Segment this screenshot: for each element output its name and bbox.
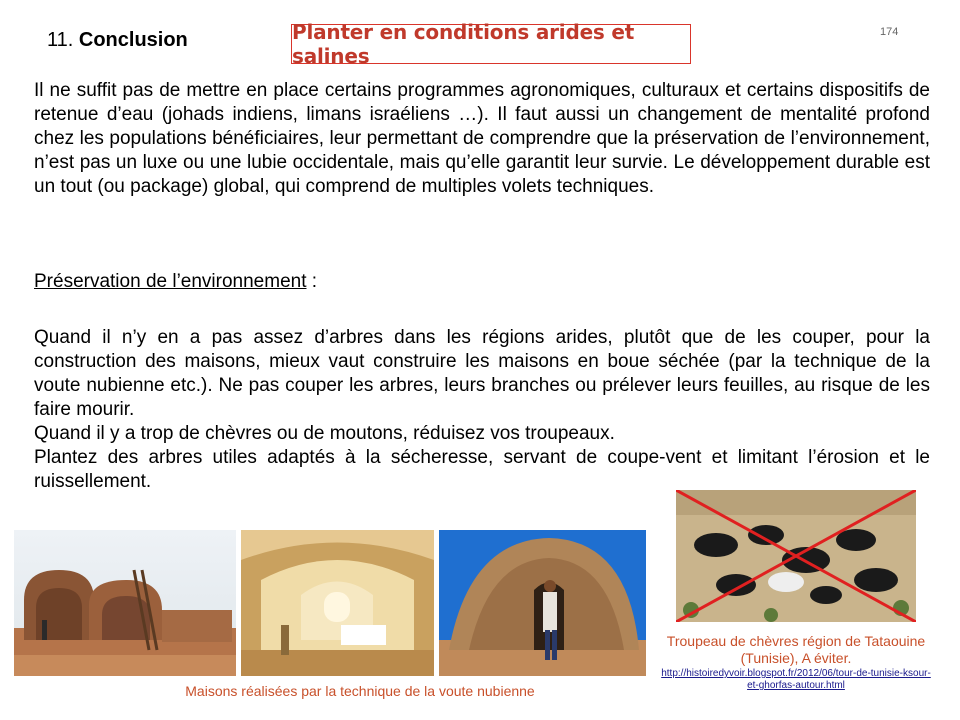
photo-goat-herd-crossed <box>676 490 916 622</box>
section-number: 11. <box>47 29 74 51</box>
photo-vault-interior <box>241 530 434 676</box>
photo-vault-construction <box>439 530 646 676</box>
paragraph-trees: Quand il n’y en a pas assez d’arbres dans les régions arides, plutôt que de les couper, pour la construction des maisons, mieux vaut construire les maisons en boue séchée (par la technique de la voute nubienne etc.). Ne pas couper les arbres, leurs branches ou prélever leurs feuilles, au risque de les faire mourir. <box>34 327 930 420</box>
caption-goat-herd: Troupeau de chèvres région de Tataouine (Tunisie), A éviter. <box>666 633 926 666</box>
source-link[interactable]: http://histoiredyvoir.blogspot.fr/2012/06/tour-de-tunisie-ksour-et-ghorfas-autour.html <box>661 668 931 691</box>
photo-vault-houses <box>14 530 236 676</box>
caption-nubian-houses: Maisons réalisées par la technique de la voute nubienne <box>185 683 535 699</box>
slide-banner-title: Planter en conditions arides et salines <box>291 24 691 64</box>
subheading <box>34 270 930 294</box>
section-heading: Conclusion <box>78 29 188 51</box>
page-number: 174 <box>880 26 899 38</box>
subheading-colon: : <box>306 271 318 292</box>
environment-paragraphs <box>34 326 930 494</box>
subheading-text: Préservation de l’environnement <box>34 271 307 292</box>
intro-paragraph: Il ne suffit pas de mettre en place certains programmes agronomiques, culturaux et certains dispositifs de retenue d’eau (johads indiens, limans israéliens …). Il faut aussi un changement de mentalité profond chez les populations bénéficiaires, leur permettant de comprendre que la préservation de l’environnement, n’est pas un luxe ou une lubie occidentale, mais qu’elle garantit leur survie. Le développement durable est un tout (ou package) global, qui comprend de multiples volets techniques. <box>34 80 930 197</box>
paragraph-plant: Plantez des arbres utiles adaptés à la sécheresse, servant de coupe-vent et limitant l’érosion et le ruissellement. <box>34 447 930 492</box>
section-title <box>47 29 188 52</box>
paragraph-herds: Quand il y a trop de chèvres ou de moutons, réduisez vos troupeaux. <box>34 423 615 444</box>
